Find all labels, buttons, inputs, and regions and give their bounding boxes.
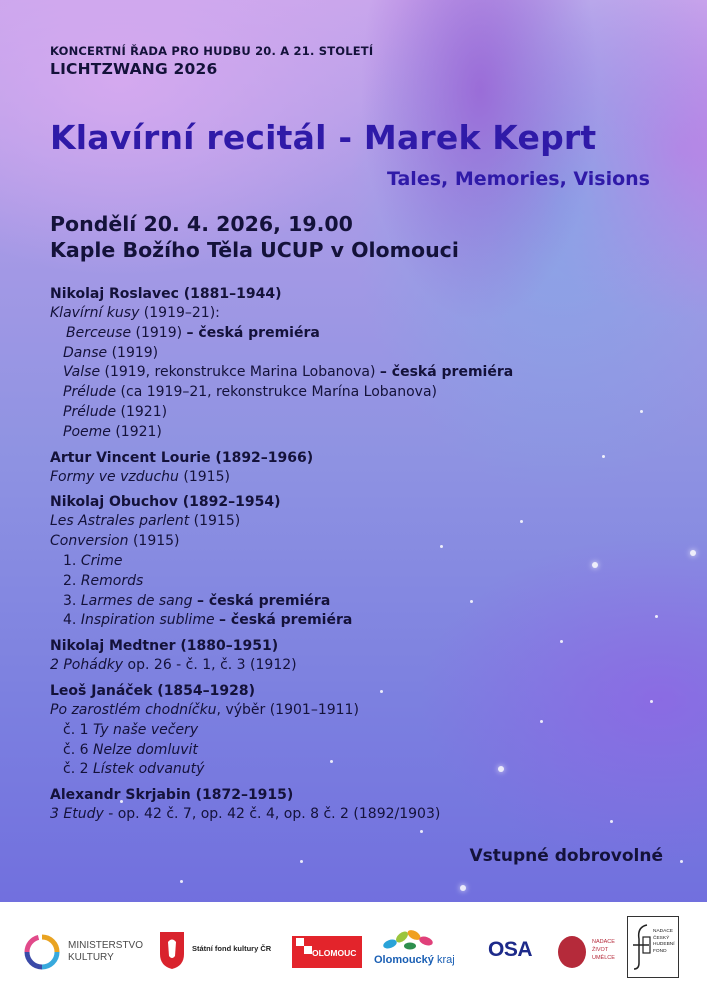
work-details: (1921) [110, 423, 162, 440]
work-title: Poeme [63, 423, 111, 440]
work-details: (1919–21): [139, 305, 220, 321]
work-details: , výběr (1901–1911) [216, 701, 359, 718]
item-number: č. 6 [63, 741, 93, 758]
work-title: Crime [80, 552, 123, 569]
nadace-zivot-umelce-logo [558, 934, 620, 974]
item-number: č. 2 [63, 761, 93, 778]
item-number: 2. [63, 572, 81, 589]
program-item [50, 423, 650, 443]
work-title: Les Astrales parlent [50, 513, 190, 530]
program-item [50, 701, 650, 721]
work-details: (1915) [178, 468, 230, 485]
work-details: (1919) [107, 344, 159, 361]
work-title: Berceuse [66, 324, 132, 341]
series-label: KONCERTNÍ ŘADA PRO HUDBU 20. A 21. STOLETÍ [50, 44, 374, 58]
osa-logo: OSA [488, 938, 533, 961]
program-item [50, 805, 650, 825]
ncf-line-4: FOND [653, 948, 667, 954]
premiere-note: – česká premiéra [379, 364, 514, 381]
olomouc-city-logo [292, 936, 362, 968]
work-details: op. 26 - č. 1, č. 3 (1912) [123, 657, 297, 674]
item-number: 3. [63, 592, 81, 609]
ncf-monogram-icon [631, 923, 653, 971]
program-list [50, 285, 650, 825]
ministry-of-culture-logo [22, 932, 142, 976]
event-venue: Kaple Božího Těla UCUP v Olomouci [50, 238, 459, 262]
program-item [50, 512, 650, 532]
work-title: Lístek odvanutý [92, 761, 205, 778]
star-dot [655, 615, 658, 618]
work-details: (1919, rekonstrukce Marina Lobanova) [100, 364, 380, 381]
star-dot [180, 880, 183, 883]
work-details: (1915) [128, 533, 180, 550]
composer-name: Nikolaj Obuchov (1892–1954) [50, 494, 281, 511]
cesky-hudebni-fond-logo [627, 916, 679, 978]
work-title: Inspiration sublime [80, 612, 215, 629]
star-dot [680, 860, 683, 863]
region-leaves-icon [382, 928, 438, 954]
program-item [50, 344, 650, 364]
work-details: (1915) [189, 513, 241, 530]
region-label: Olomoucký [374, 954, 434, 966]
star-dot [460, 885, 466, 891]
admission-note: Vstupné dobrovolné [469, 846, 663, 866]
work-title: 2 Pohádky [50, 657, 124, 674]
fund-label: Státní fond kultury ČR [192, 944, 272, 953]
premiere-note: – česká premiéra [196, 592, 331, 609]
nadace-emblem-icon [558, 936, 586, 968]
sponsor-bar [0, 902, 707, 1000]
edition-label: LICHTZWANG 2026 [50, 60, 218, 78]
work-title: Prélude [63, 403, 117, 420]
program-item [50, 383, 650, 403]
ncf-line-2: ČESKÝ [653, 935, 670, 941]
work-title: Klavírní kusy [50, 305, 140, 321]
work-title: Remords [80, 572, 144, 589]
event-date: Pondělí 20. 4. 2026, 19.00 [50, 212, 353, 236]
item-number: č. 1 [63, 721, 93, 738]
city-label: OLOMOUC [312, 948, 357, 958]
program-item [50, 304, 650, 324]
work-title: 3 Etudy [50, 806, 104, 823]
nadace-line-2: ŽIVOT [592, 947, 609, 953]
program-item [50, 572, 650, 592]
program-item [50, 403, 650, 423]
ministry-line-2: KULTURY [68, 952, 114, 963]
ncf-line-1: NADACE [653, 929, 673, 934]
work-title: Po zarostlém chodníčku [50, 701, 217, 718]
program-item [50, 592, 650, 612]
item-number: 1. [63, 552, 81, 569]
program-item [50, 611, 650, 631]
work-title: Formy ve vzduchu [50, 468, 179, 485]
olomoucky-kraj-logo [374, 928, 476, 974]
nadace-line-3: UMĚLCE [592, 955, 615, 961]
program-item [50, 324, 650, 344]
ncf-line-3: HUDEBNÍ [653, 942, 675, 947]
program-item [50, 552, 650, 572]
work-title: Nelze domluvit [92, 741, 198, 758]
star-dot [420, 830, 423, 833]
nadace-line-1: NADACE [592, 939, 615, 945]
work-details: (1919) [131, 324, 187, 341]
work-title: Ty naše večery [92, 721, 199, 738]
state-culture-fund-logo [158, 928, 278, 974]
work-title: Conversion [50, 533, 129, 550]
ministry-line-1: MINISTERSTVO [68, 940, 144, 951]
work-title: Larmes de sang [80, 592, 193, 609]
program-item [50, 656, 650, 676]
work-title: Prélude [63, 384, 117, 401]
region-suffix: kraj [436, 954, 455, 966]
program-item [50, 741, 650, 761]
composer-name: Alexandr Skrjabin (1872–1915) [50, 787, 294, 804]
work-details: - op. 42 č. 7, op. 42 č. 4, op. 8 č. 2 (1892/1903) [103, 806, 441, 823]
work-details: (ca 1919–21, rekonstrukce Marína Lobanova) [116, 384, 438, 401]
program-item [50, 721, 650, 741]
composer-name: Nikolaj Roslavec (1881–1944) [50, 286, 282, 302]
program-item [50, 363, 650, 383]
city-square-mark [304, 946, 312, 954]
city-square-mark [296, 938, 304, 946]
premiere-note: – česká premiéra [186, 324, 320, 341]
coat-of-arms-icon [158, 930, 186, 970]
premiere-note: – česká premiéra [219, 612, 353, 629]
program-item [50, 760, 650, 780]
program-item [50, 532, 650, 552]
work-details: (1921) [116, 403, 168, 420]
composer-name: Leoš Janáček (1854–1928) [50, 682, 256, 699]
work-title: Valse [63, 364, 101, 381]
ministry-ring-icon [22, 932, 62, 972]
star-dot [300, 860, 303, 863]
concert-subtitle: Tales, Memories, Visions [386, 168, 650, 190]
program-item [50, 468, 650, 488]
work-title: Danse [63, 344, 108, 361]
concert-title: Klavírní recitál - Marek Keprt [50, 118, 597, 157]
item-number: 4. [63, 612, 81, 629]
composer-name: Artur Vincent Lourie (1892–1966) [50, 449, 314, 466]
star-dot [650, 700, 653, 703]
star-dot [690, 550, 696, 556]
composer-name: Nikolaj Medtner (1880–1951) [50, 638, 279, 655]
